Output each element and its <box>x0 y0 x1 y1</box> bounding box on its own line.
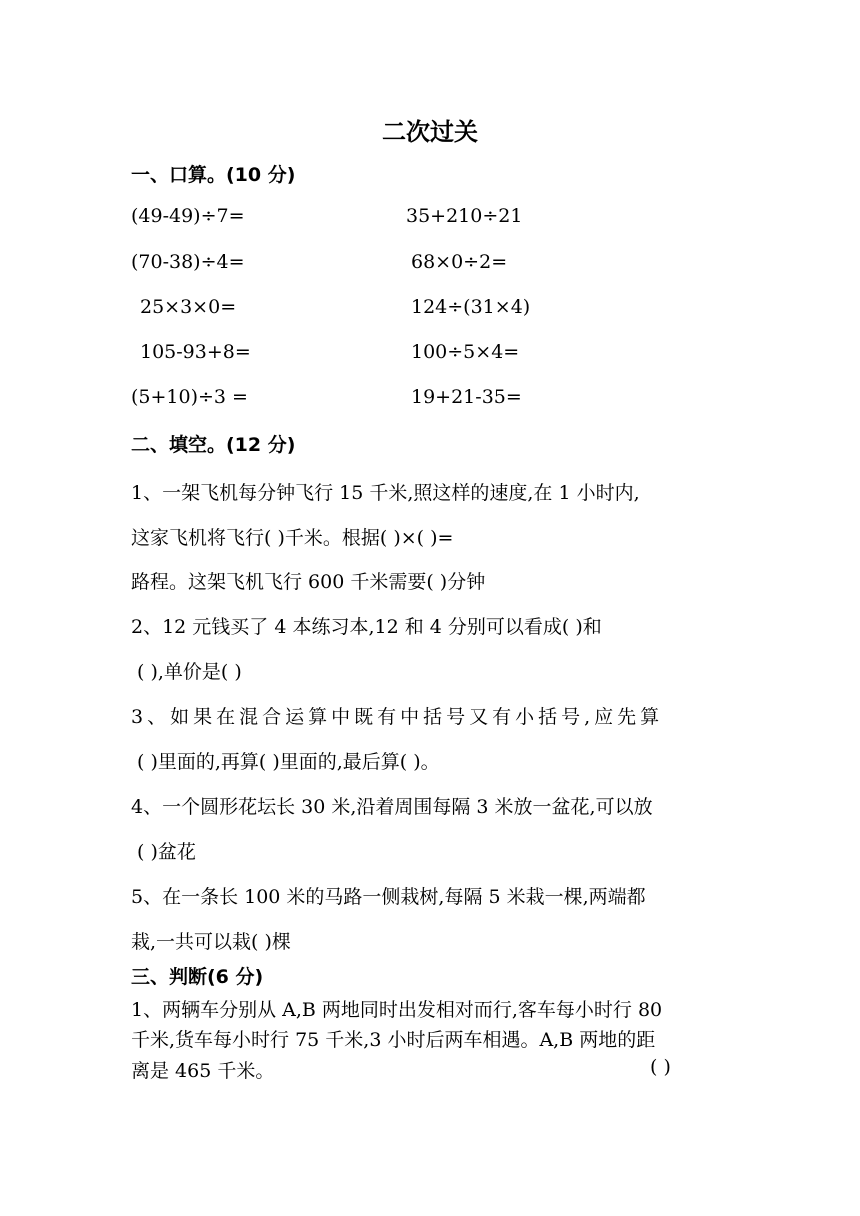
calc-item: 25×3×0= <box>140 296 237 318</box>
question-line: 3、如果在混合运算中既有中括号又有小括号,应先算 <box>131 706 664 728</box>
calc-item: 100÷5×4= <box>411 341 520 363</box>
calc-item: (5+10)÷3 = <box>131 386 248 408</box>
question-line: 千米,货车每小时行 75 千米,3 小时后两车相遇。A,B 两地的距 <box>131 1029 656 1051</box>
calc-item: 19+21-35= <box>411 386 522 408</box>
question-line: 栽,一共可以栽( )棵 <box>131 931 291 953</box>
calc-item: 124÷(31×4) <box>411 296 531 318</box>
question-line: 1、一架飞机每分钟飞行 15 千米,照这样的速度,在 1 小时内, <box>131 482 640 504</box>
answer-bracket[interactable]: ( ) <box>650 1056 671 1078</box>
question-line: 2、12 元钱买了 4 本练习本,12 和 4 分别可以看成( )和 <box>131 616 602 638</box>
calc-item: (49-49)÷7= <box>131 205 245 227</box>
page-title: 二次过关 <box>382 117 478 146</box>
section-1-heading: 一、口算。(10 分) <box>131 164 296 186</box>
calc-item: (70-38)÷4= <box>131 251 245 273</box>
question-line: 路程。这架飞机飞行 600 千米需要( )分钟 <box>131 571 486 593</box>
question-line: 1、两辆车分别从 A,B 两地同时出发相对而行,客车每小时行 80 <box>131 999 663 1021</box>
calc-item: 105-93+8= <box>140 341 251 363</box>
question-line: ( )盆花 <box>137 841 196 863</box>
calc-item: 68×0÷2= <box>411 251 508 273</box>
question-line: 这家飞机将飞行( )千米。根据( )×( )= <box>131 527 454 549</box>
question-line: ( )里面的,再算( )里面的,最后算( )。 <box>137 751 440 773</box>
question-line: ( ),单价是( ) <box>137 661 242 683</box>
question-line: 离是 465 千米。 <box>131 1060 275 1082</box>
question-line: 4、一个圆形花坛长 30 米,沿着周围每隔 3 米放一盆花,可以放 <box>131 796 653 818</box>
question-line: 5、在一条长 100 米的马路一侧栽树,每隔 5 米栽一棵,两端都 <box>131 886 646 908</box>
section-2-heading: 二、填空。(12 分) <box>131 434 296 456</box>
section-3-heading: 三、判断(6 分) <box>131 966 264 988</box>
calc-item: 35+210÷21 <box>406 205 523 227</box>
